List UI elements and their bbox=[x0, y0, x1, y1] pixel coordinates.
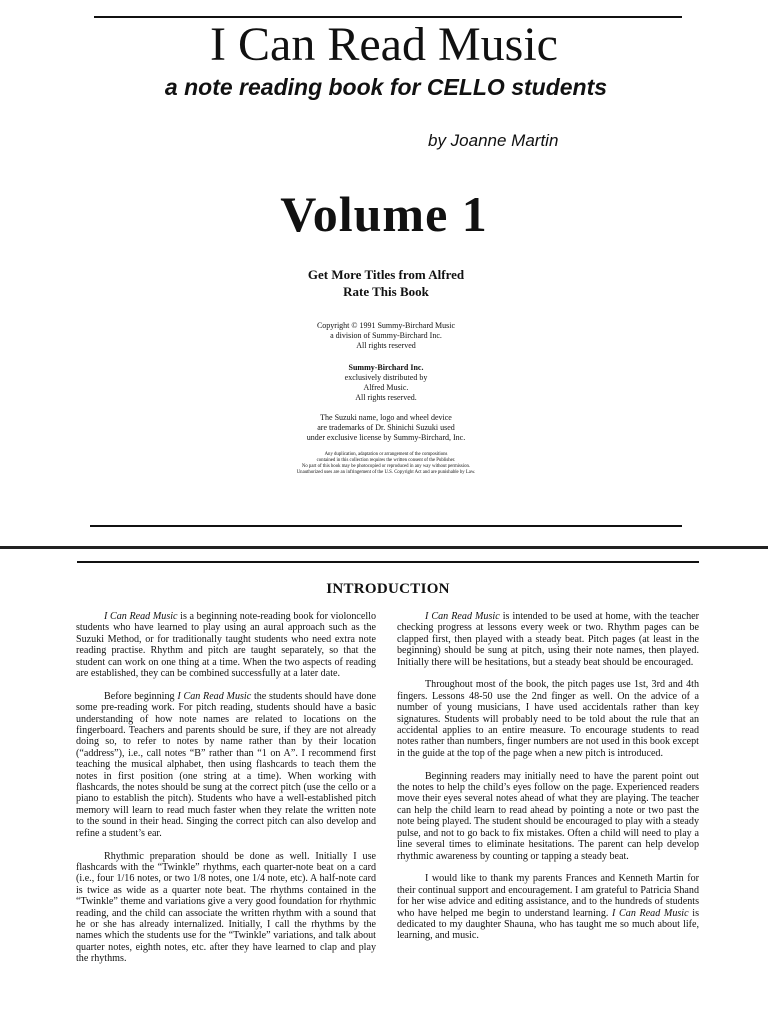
fine-print-line: No part of this book may be photocopied or reproduced in any way without permission. bbox=[301, 464, 471, 469]
book-title: I Can Read Music bbox=[210, 18, 558, 71]
distributor-line: exclusively distributed by bbox=[344, 373, 428, 382]
link-more-titles[interactable]: Get More Titles from Alfred bbox=[307, 267, 465, 282]
fine-print-line: contained in this collection requires the written consent of the Publisher. bbox=[316, 458, 456, 463]
book-subtitle: a note reading book for CELLO students bbox=[164, 74, 608, 100]
paragraph-text: I would like to thank my parents Frances and Kenneth Martin for their continual support and encouragement. I am grateful to Patricia Shand for her wise advice and editing assistance, and to the hundreds of students who have helped me begin to understand learning. bbox=[397, 873, 699, 919]
copyright-block bbox=[0, 321, 768, 351]
paragraph-text: Before beginning bbox=[104, 690, 178, 702]
trademark-line: The Suzuki name, logo and wheel device bbox=[320, 413, 452, 422]
paragraph-text: the students should have done some pre-reading work. For pitch reading, students should have a basic understanding of how note names are related to locations on the fingerboard. Teachers and parents should be sure, if they are not already doing so, to refer to notes by name rather than by their location (“address”), i.e., call notes “B” rather than “1 on A”. I recommend first teaching the musical alphabet, then using flashcards to teach them the notes in first position (one string at a time). When working with flashcards, the notes should be sung at the correct pitch (use the cello or a piano to establish the pitch). Students who have a well-established pitch memory will learn to read much faster when they relate the written note to the sound in their head. Singing the correct pitch can also develop and refine a student’s ear. bbox=[76, 690, 376, 839]
paragraph-text: Throughout most of the book, the pitch pages use 1st, 3rd and 4th fingers. Lessons 48-50 use the 2nd finger as well. On the advice of a number of young musicians, I have used accidentals rather than key signatures. Students will probably need to be told about the rule that an accidental applies to an entire measure. To encourage students to read notes rather than numbers, finger numbers are not used in this book except in the guide at the top of the page when a new pitch is introduced. bbox=[397, 679, 699, 759]
distributor-line: All rights reserved. bbox=[355, 393, 417, 402]
volume-title: Volume 1 bbox=[280, 186, 488, 242]
fine-print-line: Any duplication, adaptation or arrangement of the compositions bbox=[324, 452, 448, 457]
bottom-rule bbox=[90, 525, 682, 527]
intro-left-column bbox=[76, 611, 376, 976]
copyright-line: Copyright © 1991 Summy-Birchard Music bbox=[316, 321, 456, 330]
book-title-italic: I Can Read Music bbox=[612, 907, 689, 919]
book-title-italic: I Can Read Music bbox=[425, 611, 500, 622]
book-title-italic: I Can Read Music bbox=[177, 690, 252, 702]
trademark-line: under exclusive license by Summy-Birchard, Inc. bbox=[306, 433, 466, 442]
trademark-block bbox=[0, 413, 768, 443]
intro-paragraph bbox=[76, 691, 376, 839]
copyright-line: a division of Summy-Birchard Inc. bbox=[330, 331, 442, 340]
distributor-name: Summy-Birchard Inc. bbox=[348, 363, 424, 372]
book-title-italic: I Can Read Music bbox=[104, 611, 178, 622]
fine-print-line: Unauthorized uses are an infringement of the U.S. Copyright Act and are punishable by Law. bbox=[296, 470, 476, 475]
distributor-line: Alfred Music. bbox=[363, 383, 409, 392]
intro-paragraph bbox=[397, 679, 699, 759]
paragraph-text: is a beginning note-reading book for violoncello students who have learned to play using an aural approach such as the Suzuki Method, or for traditionally taught students who need extra note reading practise. Rhythm and pitch are taught separately, so that the student can work on one thing at a time. When the two aspects of reading are established, they can be combined successfully at a later date. bbox=[76, 611, 376, 680]
intro-paragraph bbox=[397, 771, 699, 862]
trademark-line: are trademarks of Dr. Shinichi Suzuki used bbox=[317, 423, 455, 432]
link-rate-book[interactable]: Rate This Book bbox=[343, 284, 429, 299]
intro-right-column bbox=[397, 611, 699, 953]
paragraph-text: is dedicated to my daughter Shauna, who has taught me so much about life, learning, and music. bbox=[397, 907, 699, 942]
intro-heading: INTRODUCTION bbox=[326, 581, 450, 597]
introduction-page bbox=[0, 549, 768, 1024]
intro-top-rule bbox=[77, 561, 699, 563]
copyright-line: All rights reserved bbox=[356, 341, 416, 350]
book-author: by Joanne Martin bbox=[428, 131, 559, 150]
fine-print-block bbox=[0, 452, 768, 476]
intro-paragraph bbox=[76, 851, 376, 965]
intro-paragraph bbox=[397, 873, 699, 941]
paragraph-text: Rhythmic preparation should be done as well. Initially I use flashcards with the “Twinkle” rhythms, each quarter-note beat on a card (i.e., four 1/16 notes, or two 1/8 notes, one 1/4 note, etc). A half-note card is twice as wide as a quarter note beat. The rhythms contained in the “Twinkle” theme and variations give a very good foundation for rhythmic reading, and the child can associate the written rhythm with a sound that he or she has already internalized. Initially, I call the rhythms by the names which the students use for the “Twinkle” variations, and talk about quarter notes, eighth notes, etc. after they have learned to clap and play the rhythms. bbox=[76, 850, 376, 965]
paragraph-text: Beginning readers may initially need to have the parent point out the notes to help the child’s eyes follow on the page. Experienced readers move their eyes several notes ahead of what they are playing. The teacher can help the child learn to read ahead by pointing a note or two past the note being played. The student should be encouraged to play with a steady pulse, and not to go back to fix mistakes. Often a child will need to play a line several times to eliminate hesitations. The parent can help develop rhythmic awareness by counting or tapping a steady beat. bbox=[397, 770, 699, 862]
distributor-block bbox=[0, 363, 768, 403]
intro-paragraph bbox=[397, 611, 699, 668]
paragraph-text: is intended to be used at home, with the teacher checking progress at lessons every week or two. Rhythm pages can be clapped first, then played with a steady beat. Pitch pages (at least in the beginning) should be sung at pitch, using their note names, then played. Initially there will be hesitations, but a steady beat should be encouraged. bbox=[397, 611, 699, 668]
cover-links bbox=[0, 266, 768, 300]
intro-paragraph bbox=[76, 611, 376, 679]
